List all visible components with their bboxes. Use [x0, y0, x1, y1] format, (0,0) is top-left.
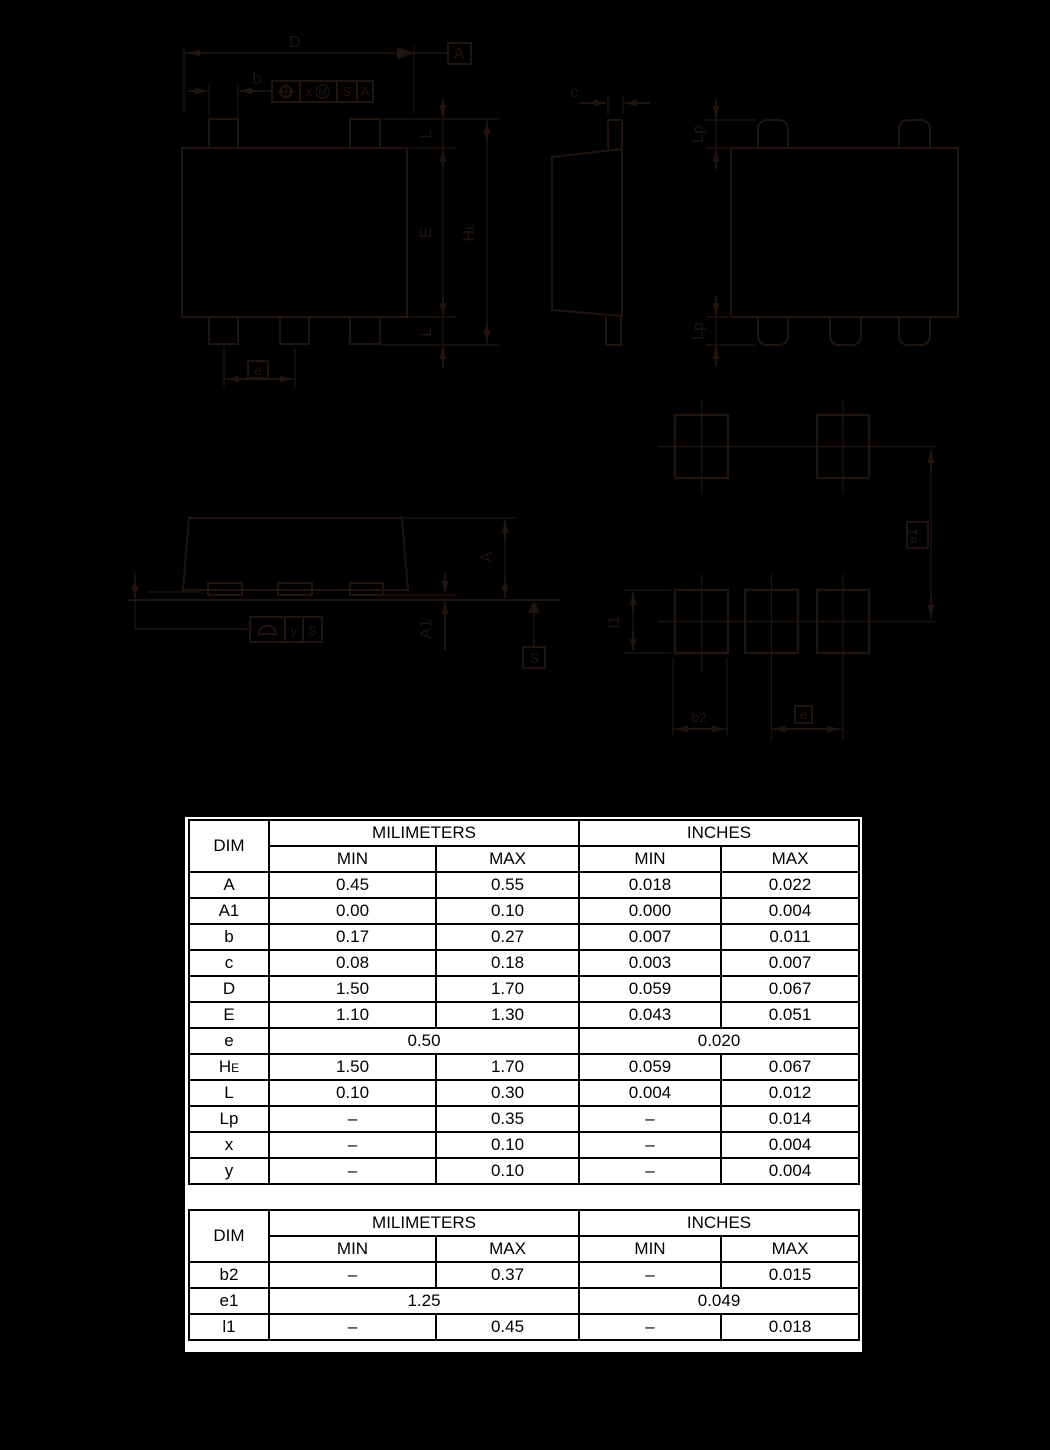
- value-cell: 0.45: [269, 872, 436, 898]
- dim-cell: x: [189, 1132, 269, 1158]
- header-dim: DIM: [189, 1210, 269, 1262]
- top-view: [182, 34, 500, 388]
- value-cell: 1.50: [269, 976, 436, 1002]
- pin: [350, 317, 380, 344]
- fcf-tolerance-y: y: [290, 623, 298, 638]
- dim-cell: Lp: [189, 1106, 269, 1132]
- dim-label-e-pitch: e: [254, 362, 262, 378]
- header-mm-max: MAX: [436, 1236, 579, 1262]
- value-cell: 0.004: [579, 1080, 721, 1106]
- header-in-min: MIN: [579, 1236, 721, 1262]
- side-view: [552, 84, 650, 345]
- value-cell: –: [269, 1262, 436, 1288]
- value-cell: –: [579, 1106, 721, 1132]
- value-cell: 0.004: [721, 1132, 859, 1158]
- value-cell: 0.000: [579, 898, 721, 924]
- value-cell: 0.007: [721, 950, 859, 976]
- header-dim: DIM: [189, 820, 269, 872]
- dim-cell: l1: [189, 1314, 269, 1340]
- table-row: [189, 898, 859, 924]
- header-millimeters: MILIMETERS: [269, 1210, 579, 1236]
- dim-label-lp-bottom: Lp: [690, 322, 707, 340]
- value-cell: 0.011: [721, 924, 859, 950]
- dim-cell: A1: [189, 898, 269, 924]
- package-body-outline: [183, 518, 408, 590]
- pin: [758, 317, 788, 345]
- value-cell: 0.007: [579, 924, 721, 950]
- value-cell: 0.067: [721, 976, 859, 1002]
- table-row: [189, 1132, 859, 1158]
- value-cell-merged: 1.25: [269, 1288, 579, 1314]
- feature-control-frame-seating: [250, 617, 322, 642]
- table-row: [189, 872, 859, 898]
- value-cell: 1.10: [269, 1002, 436, 1028]
- table-row: [189, 1262, 859, 1288]
- value-cell: 0.10: [436, 1132, 579, 1158]
- value-cell: 0.30: [436, 1080, 579, 1106]
- dim-label-he-main: H: [461, 229, 478, 242]
- value-cell: –: [579, 1262, 721, 1288]
- dim-label-e1: e1: [904, 528, 920, 544]
- table-row: [189, 1158, 859, 1184]
- dim-cell: D: [189, 976, 269, 1002]
- value-cell: 0.35: [436, 1106, 579, 1132]
- datum-triangle-icon: [528, 601, 540, 613]
- dim-he-main: H: [218, 1057, 232, 1077]
- dim-cell: L: [189, 1080, 269, 1106]
- value-cell: –: [579, 1314, 721, 1340]
- land-pattern-view: [606, 399, 936, 741]
- value-cell: 0.022: [721, 872, 859, 898]
- fcf-ref-s: S: [342, 84, 352, 99]
- dim-he-sub: E: [231, 1061, 240, 1076]
- table-row: [189, 1314, 859, 1340]
- dim-cell: A: [189, 872, 269, 898]
- pin: [280, 317, 309, 344]
- header-in-min: MIN: [579, 846, 721, 872]
- value-cell: 0.059: [579, 976, 721, 1002]
- value-cell: 0.004: [721, 1158, 859, 1184]
- datum-a-label: A: [453, 46, 465, 63]
- value-cell: 0.10: [436, 1158, 579, 1184]
- dim-cell: b2: [189, 1262, 269, 1288]
- pin: [209, 317, 238, 344]
- table-row: [189, 1054, 859, 1080]
- table-row: [189, 1288, 859, 1314]
- pin: [758, 120, 788, 148]
- table-row: [189, 1080, 859, 1106]
- dim-label-a1: A1: [418, 619, 435, 639]
- table-row: [189, 1028, 859, 1054]
- value-cell: 1.70: [436, 1054, 579, 1080]
- dim-label-e-body: E: [418, 227, 435, 239]
- dim-cell: b: [189, 924, 269, 950]
- arc-segment-icon: [259, 626, 276, 635]
- dim-cell: e1: [189, 1288, 269, 1314]
- value-cell: 1.50: [269, 1054, 436, 1080]
- table-row: [189, 1002, 859, 1028]
- package-body-outline: [731, 148, 958, 317]
- fcf-modifier-m: M: [318, 87, 327, 98]
- value-cell-merged: 0.50: [269, 1028, 579, 1054]
- fcf-tolerance-x: x: [305, 84, 313, 99]
- header-inches: INCHES: [579, 1210, 859, 1236]
- feature-control-frame-position: [272, 81, 373, 102]
- value-cell-merged: 0.049: [579, 1288, 859, 1314]
- value-cell: 1.70: [436, 976, 579, 1002]
- value-cell: –: [269, 1132, 436, 1158]
- value-cell: 0.00: [269, 898, 436, 924]
- value-cell: 0.067: [721, 1054, 859, 1080]
- package-body-outline: [552, 149, 622, 316]
- position-tolerance-icon: [278, 83, 295, 100]
- dim-label-l-top: L: [418, 129, 435, 139]
- value-cell: 0.18: [436, 950, 579, 976]
- dim-label-lp-top: Lp: [690, 125, 707, 143]
- value-cell: 0.014: [721, 1106, 859, 1132]
- datum-s-label: S: [529, 650, 539, 666]
- pin: [899, 317, 930, 345]
- dimension-table: [188, 819, 860, 1185]
- header-in-max: MAX: [721, 846, 859, 872]
- dim-cell: y: [189, 1158, 269, 1184]
- value-cell: 0.015: [721, 1262, 859, 1288]
- value-cell: –: [269, 1314, 436, 1340]
- value-cell: 0.018: [721, 1314, 859, 1340]
- dim-label-he-sub: E: [465, 222, 477, 230]
- value-cell: –: [579, 1132, 721, 1158]
- front-view: [128, 518, 560, 668]
- value-cell: 0.10: [436, 898, 579, 924]
- table-row: [189, 950, 859, 976]
- header-mm-min: MIN: [269, 1236, 436, 1262]
- value-cell: 0.059: [579, 1054, 721, 1080]
- datum-arrow-icon: [397, 47, 415, 59]
- dim-label-b2: b2: [691, 709, 707, 725]
- dim-cell: [189, 1054, 269, 1080]
- dim-cell: e: [189, 1028, 269, 1054]
- dim-label-l-bottom: L: [418, 327, 435, 337]
- dim-label-he: [461, 223, 478, 242]
- value-cell: 0.051: [721, 1002, 859, 1028]
- pin: [830, 317, 861, 345]
- value-cell-merged: 0.020: [579, 1028, 859, 1054]
- dim-label-b: b: [252, 71, 262, 88]
- pin: [350, 119, 380, 148]
- table-row: [189, 1106, 859, 1132]
- value-cell: 0.004: [721, 898, 859, 924]
- header-mm-max: MAX: [436, 846, 579, 872]
- fcf-ref-s: S: [308, 623, 317, 638]
- header-in-max: MAX: [721, 1236, 859, 1262]
- header-inches: INCHES: [579, 820, 859, 846]
- dimension-tables-panel: [185, 817, 862, 1352]
- header-mm-min: MIN: [269, 846, 436, 872]
- dim-label-l1: l1: [606, 615, 623, 629]
- value-cell: 0.17: [269, 924, 436, 950]
- dim-cell: c: [189, 950, 269, 976]
- header-millimeters: MILIMETERS: [269, 820, 579, 846]
- value-cell: 0.55: [436, 872, 579, 898]
- value-cell: 0.27: [436, 924, 579, 950]
- dim-label-a: A: [479, 551, 496, 563]
- value-cell: 0.08: [269, 950, 436, 976]
- value-cell: 0.012: [721, 1080, 859, 1106]
- table-row: [189, 924, 859, 950]
- value-cell: 0.018: [579, 872, 721, 898]
- value-cell: 0.10: [269, 1080, 436, 1106]
- dim-label-d: D: [289, 34, 301, 51]
- value-cell: 1.30: [436, 1002, 579, 1028]
- value-cell: –: [269, 1158, 436, 1184]
- pin: [209, 119, 238, 148]
- value-cell: 0.37: [436, 1262, 579, 1288]
- dim-label-c: c: [570, 84, 578, 101]
- package-body-outline: [182, 148, 407, 317]
- value-cell: –: [269, 1106, 436, 1132]
- land-pattern-table: [188, 1209, 860, 1341]
- value-cell: 0.45: [436, 1314, 579, 1340]
- dim-label-e: e: [799, 706, 808, 722]
- pin: [899, 120, 930, 148]
- table-row: [189, 976, 859, 1002]
- fcf-ref-a: A: [360, 84, 370, 99]
- dim-cell: E: [189, 1002, 269, 1028]
- value-cell: 0.043: [579, 1002, 721, 1028]
- bottom-view: [690, 98, 958, 367]
- value-cell: –: [579, 1158, 721, 1184]
- value-cell: 0.003: [579, 950, 721, 976]
